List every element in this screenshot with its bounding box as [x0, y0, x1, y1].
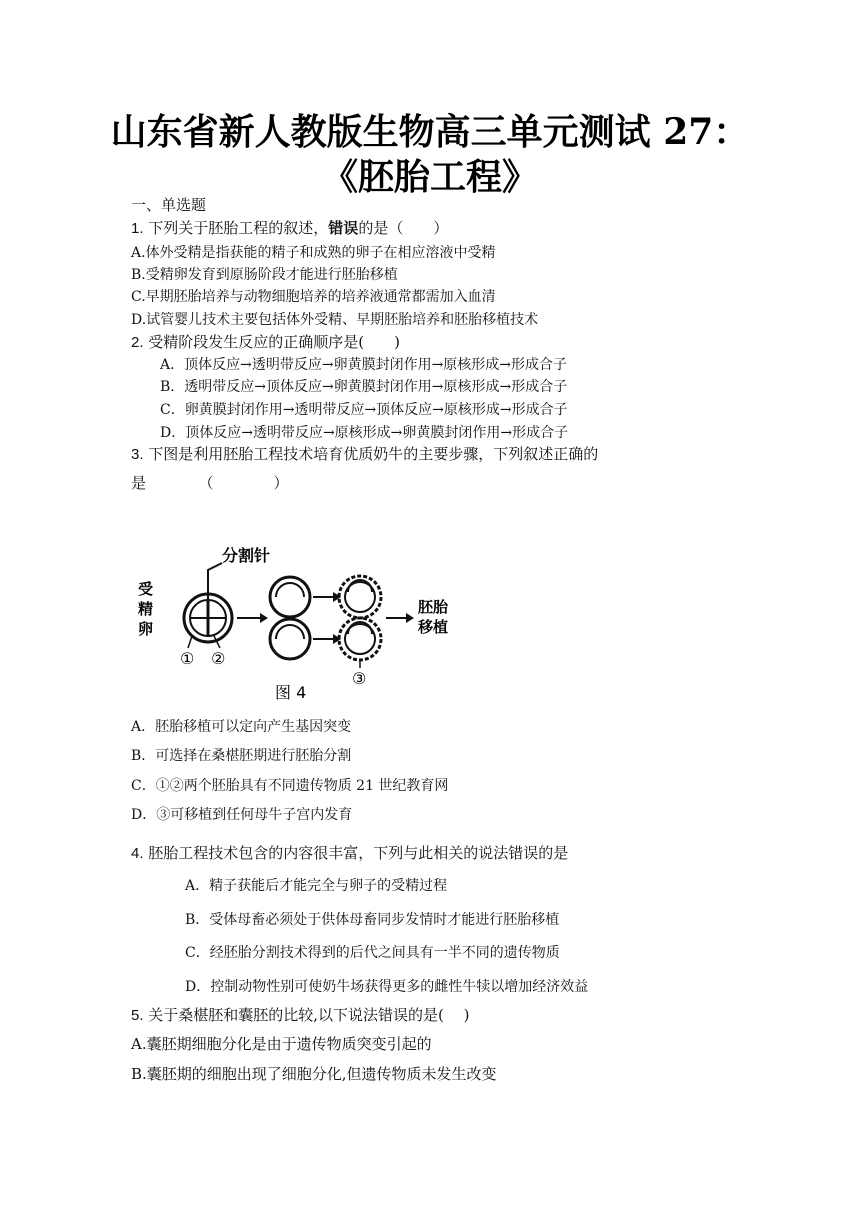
question-4-option-a: A．精子获能后才能完全与卵子的受精过程	[185, 878, 448, 894]
mark-2: ②	[211, 649, 226, 668]
question-5-stem-text: 关于桑椹胚和囊胚的比较,以下说法错误的是( )	[143, 1006, 470, 1024]
question-3-stem	[131, 444, 598, 465]
mark-1: ①	[180, 649, 195, 668]
question-5-number: 5.	[131, 1007, 144, 1024]
pointer-1	[188, 636, 192, 648]
question-1-stem-post: 的是（ ）	[358, 219, 449, 237]
question-4-stem-text: 胚胎工程技术包含的内容很丰富，下列与此相关的说法错误的是	[143, 844, 569, 862]
question-1-option-d: D.试管婴儿技术主要包括体外受精、早期胚胎培养和胚胎移植技术	[131, 312, 539, 328]
arrow-1	[237, 613, 268, 623]
figure-label-fertilized-egg-2: 精	[138, 600, 154, 618]
question-3-stem-line2: 是 （ ）	[131, 474, 289, 492]
section-heading: 一、单选题	[131, 196, 207, 214]
question-1-stem-pre: 下列关于胚胎工程的叙述，	[143, 219, 329, 237]
question-5-option-b: B.囊胚期的细胞出现了细胞分化,但遗传物质未发生改变	[131, 1065, 497, 1083]
question-2-option-d: D．顶体反应→透明带反应→原核形成→卵黄膜封闭作用→形成合子	[160, 425, 569, 441]
question-1-option-c: C.早期胚胎培养与动物细胞培养的培养液通常都需加入血清	[131, 289, 496, 305]
figure-label-fertilized-egg-1: 受	[138, 580, 154, 598]
question-3-option-b: B．可选择在桑椹胚期进行胚胎分割	[131, 748, 352, 764]
question-2-stem	[131, 332, 400, 353]
figure-label-transfer-1: 胚胎	[418, 598, 449, 616]
question-4-number: 4.	[131, 845, 144, 862]
figure-label-needle: 分割针	[222, 546, 271, 565]
question-5-stem	[131, 1005, 470, 1026]
question-1-option-a: A.体外受精是指获能的精子和成熟的卵子在相应溶液中受精	[131, 245, 496, 261]
question-2-number: 2.	[131, 334, 144, 351]
embryo-splitting-figure	[130, 540, 490, 705]
figure-caption: 图 4	[275, 683, 307, 702]
figure-label-transfer-2: 移植	[418, 618, 449, 636]
embryo-split-drawing	[184, 594, 232, 642]
question-1-stem-bold: 错误	[328, 219, 359, 237]
page-title-line2: 《胚胎工程》	[321, 156, 538, 198]
question-4-option-d: D．控制动物性别可使奶牛场获得更多的雌性牛犊以增加经济效益	[185, 979, 589, 995]
question-1-option-b: B.受精卵发育到原肠阶段才能进行胚胎移植	[131, 267, 398, 283]
half-embryos	[270, 577, 310, 659]
question-3-option-d: D．③可移植到任何母牛子宫内发育	[131, 807, 353, 823]
question-3-option-a: A．胚胎移植可以定向产生基因突变	[131, 719, 352, 735]
question-5-option-a: A.囊胚期细胞分化是由于遗传物质突变引起的	[131, 1035, 432, 1053]
question-2-option-a: A．顶体反应→透明带反应→卵黄膜封闭作用→原核形成→形成合子	[160, 357, 568, 373]
mark-3: ③	[352, 669, 367, 688]
question-1-stem	[131, 218, 448, 239]
question-2-stem-text: 受精阶段发生反应的正确顺序是( )	[143, 333, 400, 351]
arrow-2	[313, 592, 341, 644]
question-2-option-c: C．卵黄膜封闭作用→透明带反应→顶体反应→原核形成→形成合子	[160, 402, 568, 418]
figure-label-fertilized-egg-3: 卵	[138, 620, 154, 638]
question-1-number: 1.	[131, 220, 144, 237]
question-4-option-b: B．受体母畜必须处于供体母畜同步发情时才能进行胚胎移植	[185, 912, 560, 928]
question-3-option-c: C．①②两个胚胎具有不同遗传物质 21 世纪教育网	[131, 778, 449, 794]
question-4-option-c: C．经胚胎分割技术得到的后代之间具有一半不同的遗传物质	[185, 945, 560, 961]
blastocysts	[339, 576, 381, 660]
page-title-line1: 山东省新人教版生物高三单元测试 27：	[110, 111, 750, 153]
arrow-3	[386, 613, 414, 623]
question-2-option-b: B．透明带反应→顶体反应→卵黄膜封闭作用→原核形成→形成合子	[160, 379, 568, 395]
question-4-stem	[131, 843, 568, 864]
question-3-stem-line1: 下图是利用胚胎工程技术培育优质奶牛的主要步骤，下列叙述正确的	[143, 445, 599, 463]
question-3-number: 3.	[131, 446, 144, 463]
